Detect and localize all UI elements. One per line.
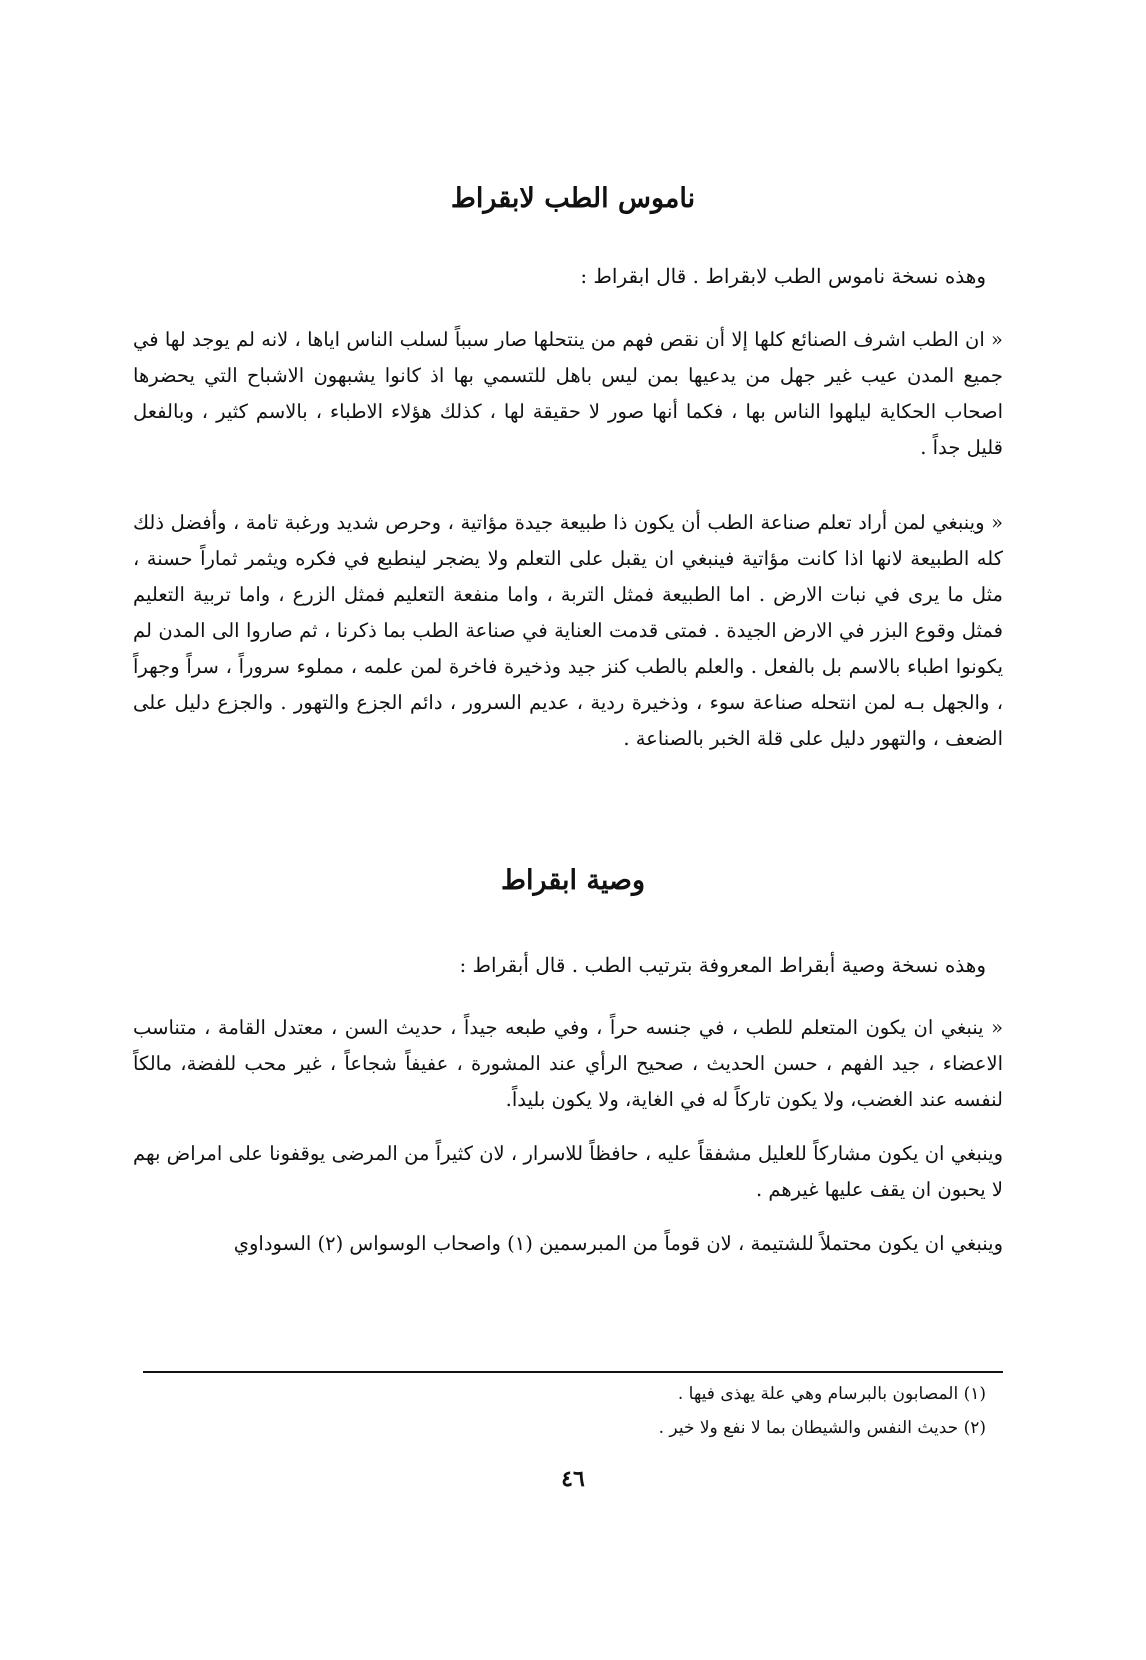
paragraph-wasiya-2: وينبغي ان يكون مشاركاً للعليل مشفقاً عليه ، حافظاً للاسرار ، لان كثيراً من المرضى يوقفونا على امراض بهم لا يحبون ان يقف عليها غيرهم .: [133, 1142, 1003, 1201]
paragraph-nomos-2: « وينبغي لمن أراد تعلم صناعة الطب أن يكون ذا طبيعة جيدة مؤاتية ، وحرص شديد ورغبة تامة ، وأفضل ذلك كله الطبيعة لانها اذا كانت مؤاتية فينبغي ان يقبل على التعلم ولا يضجر لينطبع في فكره ويثمر ثماراً حسنة ، مثل ما يرى في نبات الارض . اما الطبيعة فمثل التربة ، واما منفعة التعليم فمثل الزرع ، واما تربية التعليم فمثل وقوع البزر في الارض الجيدة . فمتى قدمت العناية في صناعة الطب بما ذكرنا ، ثم صاروا الى المدن لم يكونوا اطباء بالاسم بل بالفعل . والعلم بالطب كنز جيد وذخيرة فاخرة لمن علمه ، مملوء سروراً ، سراً وجهراً ، والجهل بـه لمن انتحله صناعة سوء ، وذخيرة ردية ، عديم السرور ، دائم الجزع والتهور . والجزع دليل على الضعف ، والتهور دليل على قلة الخبر بالصناعة .: [133, 511, 1003, 750]
footnote-1: (١) المصابون بالبرسام وهي علة يهذى فيها .: [677, 1384, 986, 1404]
section-intro-nomos: وهذه نسخة ناموس الطب لابقراط . قال ابقراط :: [580, 264, 986, 288]
section-title-nomos: ناموس الطب لابقراط: [450, 183, 696, 214]
paragraph-wasiya-3: وينبغي ان يكون محتملاً للشتيمة ، لان قوماً من المبرسمين (١) واصحاب الوسواس (٢) السوداوي: [233, 1232, 1003, 1255]
section-title-wasiya: وصية ابقراط: [500, 865, 646, 896]
paragraph-nomos-1: « ان الطب اشرف الصنائع كلها إلا أن نقص فهم من ينتحلها صار سبباً لسلب الناس اياها ، لانه لم يوجد لها في جميع المدن عيب غير جهل من يدعيها بمن ليس باهل للتسمي بها اذ كانوا يشبهون الاشباح التي يحضرها اصحاب الحكاية ليلهوا الناس بها ، فكما أنها صور لا حقيقة لها ، كذلك هؤلاء الاطباء ، بالاسم كثير ، وبالفعل قليل جداً .: [133, 328, 1003, 459]
footnote-divider: [143, 1371, 1003, 1373]
paragraph-wasiya-1: « ينبغي ان يكون المتعلم للطب ، في جنسه حراً ، وفي طبعه جيداً ، حديث السن ، معتدل القامة ، متناسب الاعضاء ، جيد الفهم ، حسن الحديث ، صحيح الرأي عند المشورة ، عفيفاً شجاعاً ، غير محب للفضة، مالكاً لنفسه عند الغضب، ولا يكون تاركاً له في الغاية، ولا يكون بليداً.: [133, 1016, 1003, 1111]
section-intro-wasiya: وهذه نسخة وصية أبقراط المعروفة بترتيب الطب . قال أبقراط :: [459, 953, 986, 977]
page-number: ٤٦: [561, 1466, 585, 1492]
footnote-2: (٢) حديث النفس والشيطان بما لا نفع ولا خير .: [658, 1418, 986, 1438]
